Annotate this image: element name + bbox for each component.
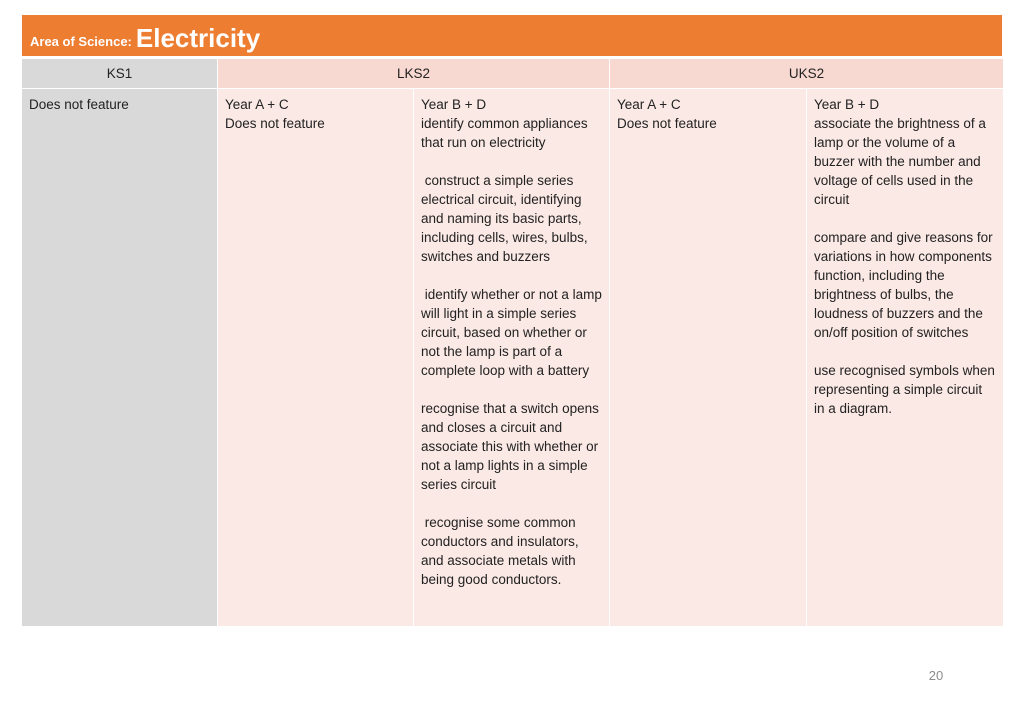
header-ks1: KS1 xyxy=(22,59,218,89)
lks2-bd-point: identify common appliances that run on electricity xyxy=(421,116,592,150)
uks2-ac-cell xyxy=(610,89,807,627)
title-prefix: Area of Science: xyxy=(30,34,132,49)
uks2-bd-point: use recognised symbols when representing a simple circuit in a diagram. xyxy=(814,363,999,416)
uks2-ac-year: Year A + C xyxy=(617,97,681,112)
header-row xyxy=(22,59,1004,89)
page-number: 20 xyxy=(928,668,944,683)
lks2-bd-cell xyxy=(414,89,610,627)
lks2-bd-point: identify whether or not a lamp will light in a simple series circuit, based on whether or not the lamp is part of a complete loop with a battery xyxy=(421,287,606,378)
page-title: Electricity xyxy=(135,23,261,53)
title-bar xyxy=(22,15,1002,56)
uks2-bd-cell xyxy=(807,89,1004,627)
lks2-ac-text: Does not feature xyxy=(225,116,325,131)
lks2-bd-year: Year B + D xyxy=(421,97,487,112)
uks2-bd-point: compare and give reasons for variations in how components function, including the brightness of bulbs, the loudness of buzzers and the on/off position of switches xyxy=(814,230,997,340)
lks2-bd-point: recognise some common conductors and insulators, and associate metals with being good conductors. xyxy=(421,515,583,587)
lks2-bd-point: construct a simple series electrical circuit, identifying and naming its basic parts, including cells, wires, bulbs, switches and buzzers xyxy=(421,173,592,264)
uks2-ac-text: Does not feature xyxy=(617,116,717,131)
lks2-ac-year: Year A + C xyxy=(225,97,289,112)
uks2-bd-point: associate the brightness of a lamp or the volume of a buzzer with the number and voltage of cells used in the circuit xyxy=(814,116,990,207)
ks1-text: Does not feature xyxy=(29,97,129,112)
content-row xyxy=(22,89,1004,627)
curriculum-table xyxy=(21,58,1004,627)
ks1-cell xyxy=(22,89,218,627)
lks2-bd-point: recognise that a switch opens and closes a circuit and associate this with whether or not a lamp lights in a simple series circuit xyxy=(421,401,603,492)
uks2-bd-year: Year B + D xyxy=(814,97,880,112)
lks2-ac-cell xyxy=(218,89,414,627)
header-uks2: UKS2 xyxy=(610,59,1004,89)
header-lks2: LKS2 xyxy=(218,59,610,89)
